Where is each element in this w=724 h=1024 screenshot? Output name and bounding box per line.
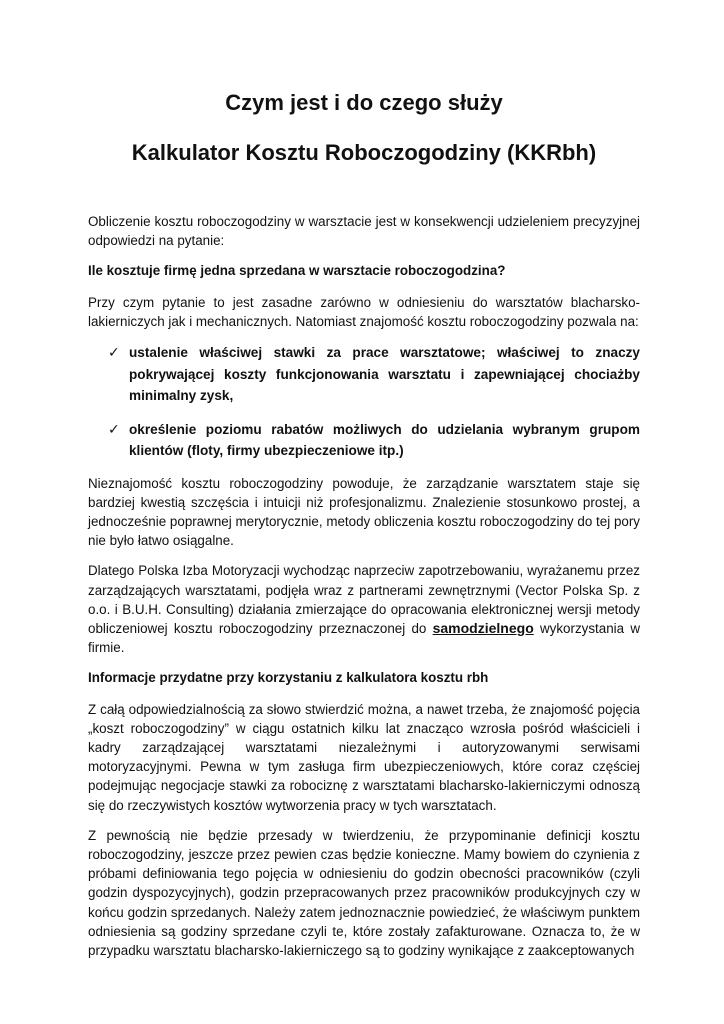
benefits-list xyxy=(88,342,640,462)
document-body xyxy=(88,212,640,971)
list-item-text: ustalenie właściwej stawki za prace warsztatowe; właściwej to znaczy pokrywającej koszty funkcjonowania warsztatu i zapewniającej chociażby minimalny zysk, xyxy=(129,345,640,404)
document-title-line-2: Kalkulator Kosztu Roboczogodziny (KKRbh) xyxy=(131,140,597,165)
pim-paragraph-end: wykorzystania w firmie. xyxy=(88,620,641,656)
document-title-line-1: Czym jest i do czego służy xyxy=(225,90,503,115)
pim-paragraph xyxy=(88,561,640,657)
list-item-text: określenie poziomu rabatów możliwych do udzielania wybranym grupom klientów (floty, firmy ubezpieczeniowe itp.) xyxy=(129,421,640,459)
pim-paragraph-text: Dlatego Polska Izba Motoryzacji wychodząc naprzeciw zapotrzebowaniu, wyrażanemu przez zarządzających warsztatami, podjęła wraz z partnerami zewnętrznymi (Vector Polska Sp. z o.o. i B.U.H. Consulting) działania zmierzające do opracowania elektronicznej wersji metody obliczeniowej kosztu roboczogodziny przeznaczonej do xyxy=(88,563,640,636)
emphasis-samodzielnego: samodzielnego xyxy=(432,619,534,636)
intro-paragraph: Obliczenie kosztu roboczogodziny w warsztacie jest w konsekwencji udzieleniem precyzyjnej odpowiedzi na pytanie: xyxy=(88,214,640,249)
info-heading: Informacje przydatne przy korzystaniu z kalkulatora kosztu rbh xyxy=(88,670,489,686)
question-heading: Ile kosztuje firmę jedna sprzedana w warsztacie roboczogodzina? xyxy=(88,263,506,279)
definition-paragraph: Z pewnością nie będzie przesady w twierdzeniu, że przypominanie definicji kosztu roboczogodziny, jeszcze przez pewien czas będzie konieczne. Mamy bowiem do czynienia z próbami definiowania tego pojęcia w odniesieniu do godzin obecności pracowników (czyli godzin dyspozycyjnych), godzin przepracowanych przez pracowników produkcyjnych czy w końcu godzin sprzedanych. Należy zatem jednoznacznie powiedzieć, że właściwym punktem odniesienia są godziny sprzedane czyli te, które zostały zafakturowane. Oznacza to, że w przypadku warsztatu blacharsko-lakierniczego są to godziny wynikające z zaakceptowanych xyxy=(88,827,640,958)
list-item xyxy=(88,419,640,462)
context-paragraph: Przy czym pytanie to jest zasadne zarówno w odniesieniu do warsztatów blacharsko-lakierniczych jak i mechanicznych. Natomiast znajomość kosztu roboczogodziny pozwala na: xyxy=(88,294,640,329)
responsibility-paragraph: Z całą odpowiedzialnością za słowo stwierdzić można, a nawet trzeba, że znajomość pojęcia „koszt roboczogodziny” w ciągu ostatnich kilku lat znacząco wzrosła pośród właścicieli i kadry zarządzającej warsztatami niezależnymi i autoryzowanymi serwisami motoryzacyjnymi. Pewna w tym zasługa firm ubezpieczeniowych, które coraz częściej podejmując negocjacje stawki za robociznę z warsztatami blacharsko-lakierniczymi odnoszą się do rzeczywistych kosztów wytworzenia pracy w tych warsztatach. xyxy=(88,701,640,813)
checkmark-icon: ✓ xyxy=(108,420,120,437)
ignorance-paragraph: Nieznajomość kosztu roboczogodziny powoduje, że zarządzanie warsztatem staje się bardziej kwestią szczęścia i intuicji niż profesjonalizmu. Znalezienie stosunkowo prostej, a jednocześnie poprawnej merytorycznie, metody obliczenia kosztu roboczogodziny do tej pory nie było łatwo osiągalne. xyxy=(88,475,640,549)
checkmark-icon: ✓ xyxy=(108,344,120,361)
list-item xyxy=(88,342,640,407)
